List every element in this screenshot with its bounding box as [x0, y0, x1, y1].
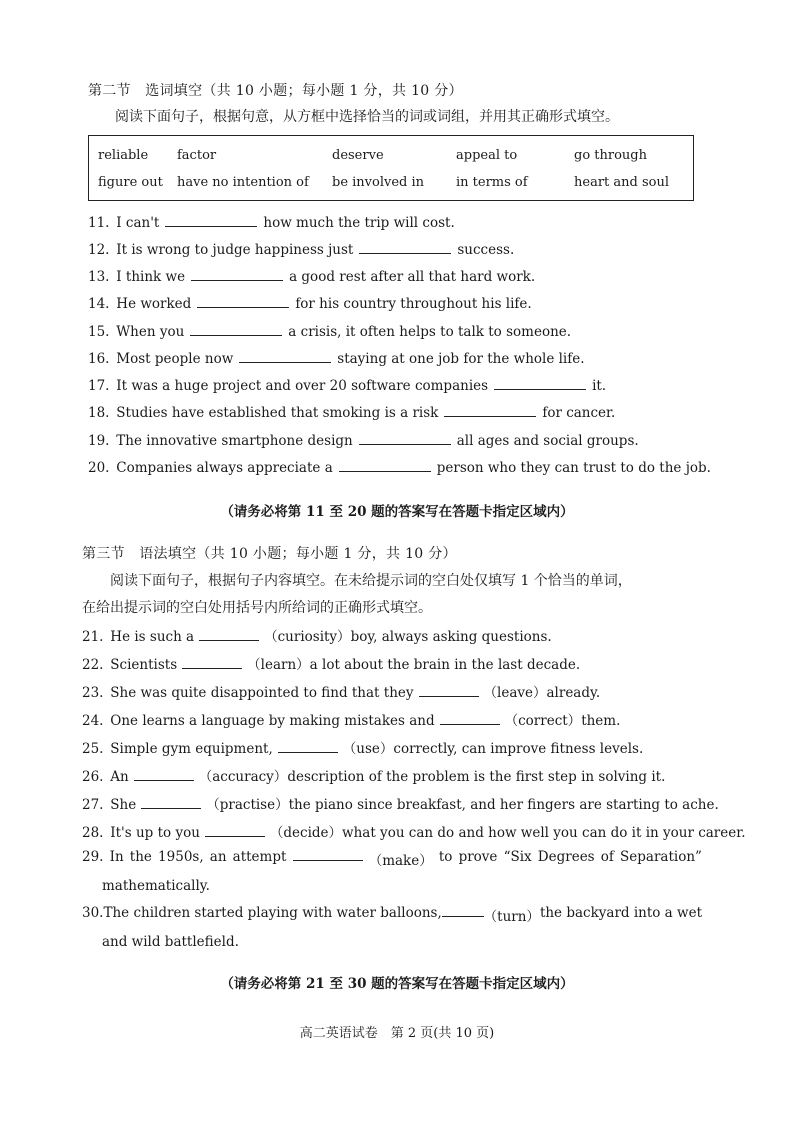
- answer-blank[interactable]: [199, 629, 259, 641]
- question-12: 12. It is wrong to judge happiness just success.: [88, 242, 515, 258]
- question-28: 28. It's up to you （decide）what you can do and how well you can do it in your career.: [82, 825, 746, 841]
- word-option: figure out: [98, 175, 163, 190]
- word-option: factor: [177, 148, 217, 163]
- word-option: deserve: [332, 148, 384, 163]
- word-option: have no intention of: [177, 175, 309, 190]
- question-20: 20. Companies always appreciate a person who they can trust to do the job.: [88, 460, 711, 476]
- answer-blank[interactable]: [165, 215, 257, 227]
- word-option: be involved in: [332, 175, 425, 190]
- word-option: appeal to: [456, 148, 518, 163]
- question-30-line2: and wild battlefield.: [102, 934, 239, 950]
- word-option: reliable: [98, 148, 149, 163]
- question-30-line1: 30. The children started playing with water balloons, （turn） the backyard into a wet: [82, 905, 702, 925]
- answer-blank[interactable]: [444, 405, 536, 417]
- question-17: 17. It was a huge project and over 20 software companies it.: [88, 378, 607, 394]
- answer-blank[interactable]: [278, 741, 338, 753]
- question-24: 24. One learns a language by making mistakes and （correct）them.: [82, 713, 621, 729]
- section2-heading: 第二节 选词填空（共 10 小题；每小题 1 分，共 10 分）: [88, 83, 463, 99]
- answer-blank[interactable]: [134, 769, 194, 781]
- question-27: 27. She （practise）the piano since breakfast, and her fingers are starting to ache.: [82, 797, 719, 813]
- question-11: 11. I can't how much the trip will cost.: [88, 215, 455, 231]
- question-29-line2: mathematically.: [102, 878, 210, 894]
- answer-blank[interactable]: [359, 433, 451, 445]
- question-26: 26. An （accuracy）description of the problem is the first step in solving it.: [82, 769, 666, 785]
- answer-blank[interactable]: [293, 849, 363, 861]
- word-option: go through: [574, 148, 647, 163]
- section3-instruction-line2: 在给出提示词的空白处用括号内所给词的正确形式填空。: [82, 600, 432, 616]
- question-25: 25. Simple gym equipment, （use）correctly, can improve fitness levels.: [82, 741, 644, 757]
- question-21: 21. He is such a （curiosity）boy, always asking questions.: [82, 629, 552, 645]
- question-29: [82, 849, 702, 894]
- answer-blank[interactable]: [440, 713, 500, 725]
- question-19: 19. The innovative smartphone design all ages and social groups.: [88, 433, 639, 449]
- answer-blank[interactable]: [339, 460, 431, 472]
- word-box: [88, 135, 694, 201]
- question-13: 13. I think we a good rest after all that hard work.: [88, 269, 536, 285]
- question-29-line1: 29. In the 1950s, an attempt （make） to prove “Six Degrees of Separation”: [82, 849, 702, 869]
- answer-blank[interactable]: [205, 825, 265, 837]
- answer-blank[interactable]: [419, 685, 479, 697]
- answer-blank[interactable]: [239, 351, 331, 363]
- question-14: 14. He worked for his country throughout his life.: [88, 296, 532, 312]
- section3-heading: 第三节 语法填空（共 10 小题；每小题 1 分，共 10 分）: [82, 546, 457, 562]
- question-23: 23. She was quite disappointed to find that they （leave）already.: [82, 685, 601, 701]
- answer-blank[interactable]: [197, 296, 289, 308]
- answer-blank[interactable]: [190, 324, 282, 336]
- word-option: in terms of: [456, 175, 528, 190]
- question-16: 16. Most people now staying at one job for the whole life.: [88, 351, 585, 367]
- question-15: 15. When you a crisis, it often helps to talk to someone.: [88, 324, 572, 340]
- answer-blank[interactable]: [442, 905, 484, 917]
- answer-blank[interactable]: [494, 378, 586, 390]
- answer-blank[interactable]: [359, 242, 451, 254]
- section2-reminder: （请务必将第 11 至 20 题的答案写在答题卡指定区域内）: [220, 504, 574, 520]
- answer-blank[interactable]: [182, 657, 242, 669]
- answer-blank[interactable]: [141, 797, 201, 809]
- section3-instruction-line1: 阅读下面句子，根据句子内容填空。在未给提示词的空白处仅填写 1 个恰当的单词，: [110, 573, 632, 589]
- page-footer: 高二英语试卷 第 2 页(共 10 页): [299, 1026, 495, 1041]
- question-18: 18. Studies have established that smoking is a risk for cancer.: [88, 405, 616, 421]
- section3-reminder: （请务必将第 21 至 30 题的答案写在答题卡指定区域内）: [220, 976, 574, 992]
- section2-instruction: 阅读下面句子，根据句意，从方框中选择恰当的词或词组，并用其正确形式填空。: [115, 109, 619, 125]
- word-option: heart and soul: [574, 175, 669, 190]
- question-30: [82, 905, 702, 950]
- question-22: 22. Scientists （learn）a lot about the brain in the last decade.: [82, 657, 581, 673]
- answer-blank[interactable]: [191, 269, 283, 281]
